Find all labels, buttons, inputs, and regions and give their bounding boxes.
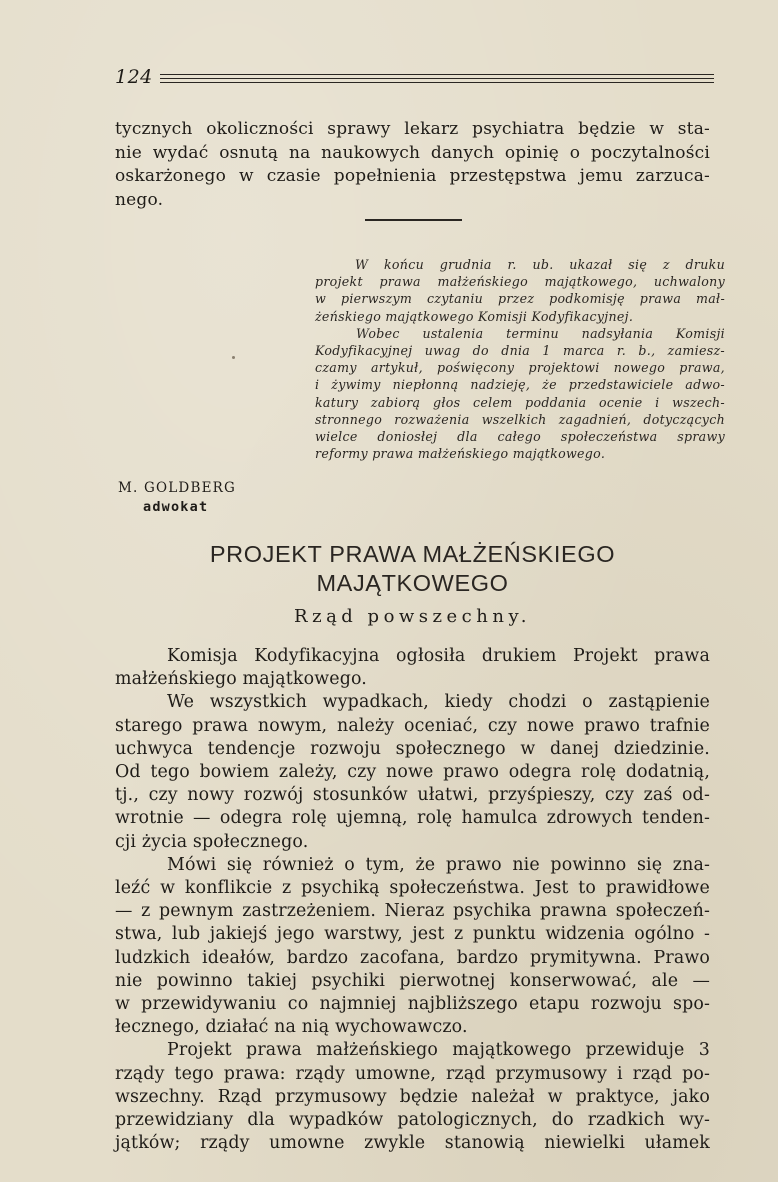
article-subtitle: Rząd powszechny.: [294, 606, 531, 627]
body-line: stwa, lub jakiejś jego warstwy, jest z punktu widzenia ogólno -: [115, 924, 710, 945]
text-line: nie wydać osnutą na naukowych danych opinię o poczytalności: [115, 142, 710, 163]
header-rule: [160, 74, 714, 84]
note-line: i żywimy niepłonną nadzieję, że przedstawiciele adwo-: [315, 377, 725, 393]
body-line: w przewidywaniu co najmniej najbliższego etapu rozwoju spo-: [115, 994, 710, 1015]
page-number: 124: [115, 66, 153, 88]
note-line: Kodyfikacyjnej uwag do dnia 1 marca r. b., zamiesz-: [315, 343, 725, 359]
body-line: cji życia społecznego.: [115, 831, 309, 852]
body-line: starego prawa nowym, należy oceniać, czy nowe prawo trafnie: [115, 715, 710, 736]
note-line: w pierwszym czytaniu przez podkomisję prawa mał-: [315, 291, 725, 307]
editorial-note: [315, 256, 725, 462]
author-role: adwokat: [143, 499, 209, 515]
body-line: rządy tego prawa: rządy umowne, rząd przymusowy i rząd po-: [115, 1063, 710, 1084]
body-line: — z pewnym zastrzeżeniem. Nieraz psychika prawna społeczeń-: [115, 901, 710, 922]
body-line: wszechny. Rząd przymusowy będzie należał w praktyce, jako: [115, 1086, 710, 1107]
body-line: tj., czy nowy rozwój stosunków ułatwi, przyśpieszy, czy zaś od-: [115, 785, 710, 806]
body-line: uchwyca tendencje rozwoju społecznego w danej dziedzinie.: [115, 738, 710, 759]
print-speck: [232, 356, 235, 359]
body-line: nie powinno takiej psychiki pierwotnej konserwować, ale —: [115, 970, 710, 991]
article-title-line-2: MAJĄTKOWEGO: [316, 570, 509, 596]
note-line: projekt prawa małżeńskiego majątkowego, uchwalony: [315, 274, 725, 290]
author-name: M. GOLDBERG: [118, 480, 236, 496]
note-line: żeńskiego majątkowego Komisji Kodyfikacyjnej.: [315, 308, 634, 324]
body-line: leźć w konflikcie z psychiką społeczeństwa. Jest to prawidłowe: [115, 878, 710, 899]
note-line: katury zabiorą głos celem poddania ocenie i wszech-: [315, 394, 725, 410]
body-line: wrotnie — odegra rolę ujemną, rolę hamulca zdrowych tenden-: [115, 808, 710, 829]
section-divider: [365, 219, 462, 221]
article-body: [115, 645, 710, 1155]
body-line: ludzkich ideałów, bardzo zacofana, bardzo prymitywna. Prawo: [115, 947, 710, 968]
note-line: czamy artykuł, poświęcony projektowi nowego prawa,: [315, 360, 725, 376]
text-line: nego.: [115, 189, 164, 210]
body-line: przewidziany dla wypadków patologicznych, do rzadkich wy-: [115, 1110, 710, 1131]
note-line: reformy prawa małżeńskiego majątkowego.: [315, 446, 606, 462]
text-line: tycznych okoliczności sprawy lekarz psychiatra będzie w sta-: [115, 119, 710, 139]
intro-paragraph: [115, 118, 710, 212]
body-line: małżeńskiego majątkowego.: [115, 669, 367, 690]
note-line: wielce doniosłej dla całego społeczeństwa sprawy: [315, 429, 725, 445]
text-line: oskarżonego w czasie popełnienia przestępstwa jemu zarzuca-: [115, 166, 710, 186]
body-line: We wszystkich wypadkach, kiedy chodzi o zastąpienie: [167, 692, 710, 713]
body-line: Komisja Kodyfikacyjna ogłosiła drukiem Projekt prawa: [167, 646, 710, 666]
article-title-line-1: PROJEKT PRAWA MAŁŻEŃSKIEGO: [209, 541, 616, 567]
body-line: Mówi się również o tym, że prawo nie powinno się zna-: [167, 854, 710, 875]
note-line: stronnego rozważenia wszelkich zagadnień, dotyczących: [315, 411, 725, 427]
note-line: W końcu grudnia r. ub. ukazał się z druku: [355, 257, 725, 272]
body-line: Od tego bowiem zależy, czy nowe prawo odegra rolę dodatnią,: [115, 762, 710, 783]
body-line: jątków; rządy umowne zwykle stanowią niewielki ułamek: [115, 1133, 710, 1154]
note-line: Wobec ustalenia terminu nadsyłania Komisji: [356, 325, 725, 341]
body-line: Projekt prawa małżeńskiego majątkowego przewiduje 3: [167, 1040, 710, 1061]
body-line: łecznego, działać na nią wychowawczo.: [115, 1017, 468, 1038]
